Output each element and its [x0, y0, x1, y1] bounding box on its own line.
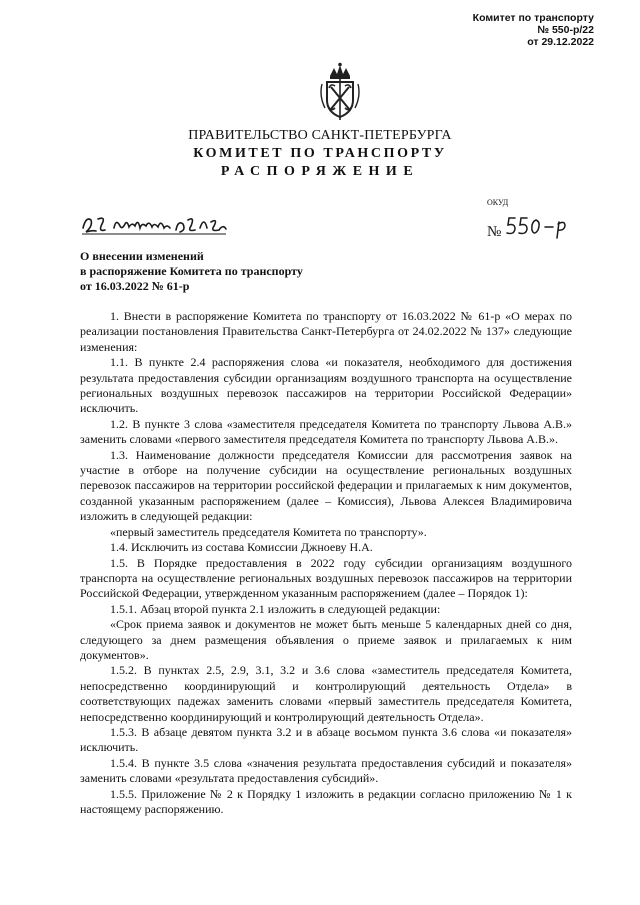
paragraph: «Срок приема заявок и документов не может быть меньше 5 календарных дней со дня, следующего за днем размещения объявления о приеме заявок и прилагаемых к ним документов». [80, 617, 572, 662]
handwritten-date [80, 210, 230, 238]
stamp-committee: Комитет по транспорту [472, 12, 594, 24]
subject-line: О внесении изменений [80, 249, 204, 263]
paragraph: 1.5.2. В пунктах 2.5, 2.9, 3.1, 3.2 и 3.6 слова «заместитель председателя Комитета, непосредственно координирующий и контролирующий деятельность Отдела» в соответствующих падежах заменить словами «первый заместитель председателя Комитета, непосредственно координирующий и контролирующий деятельность Отдела». [80, 663, 572, 724]
paragraph: 1.5.3. В абзаце девятом пункта 3.2 и в абзаце восьмом пункта 3.6 слова «и показателя» исключить. [80, 724, 572, 755]
handwritten-number [505, 212, 575, 240]
paragraph: 1.4. Исключить из состава Комиссии Джноеву Н.А. [110, 540, 373, 555]
registration-stamp [473, 12, 594, 48]
paragraph: «первый заместитель председателя Комитета по транспорту». [110, 524, 427, 539]
document-type: РАСПОРЯЖЕНИЕ [220, 164, 420, 179]
paragraph: 1.3. Наименование должности председателя Комиссии для рассмотрения заявок на участие в отборе на получение субсидии на осуществление региональных воздушных перевозок пассажиров на территории российской федерации и прилагаемых к ним документов, созданной указанным распоряжением (далее – Комиссия), Львова Алексея Владимировича изложить в следующей редакции: [80, 447, 572, 524]
handwritten-date-signature [80, 210, 230, 238]
subject-heading [80, 249, 303, 294]
document-body [80, 309, 572, 817]
okud-label: ОКУД [487, 198, 509, 207]
subject-line: от 16.03.2022 № 61-р [80, 279, 190, 293]
stamp-date: от 29.12.2022 [527, 36, 594, 48]
paragraph: 1.5.5. Приложение № 2 к Порядку 1 изложить в редакции согласно приложению № 1 к настоящему распоряжению. [80, 786, 572, 816]
paragraph: 1.5.4. В пункте 3.5 слова «значения результата предоставления субсидий и показателя» заменить словами «результата предоставления субсидий». [80, 755, 572, 786]
number-label: № [487, 224, 502, 240]
paragraph: 1. Внести в распоряжение Комитета по транспорту от 16.03.2022 № 61-р «О мерах по реализации постановления Правительства Санкт-Петербурга от 24.02.2022 № 137» следующие изменения: [80, 309, 572, 354]
stamp-number: № 550-р/22 [537, 24, 594, 36]
paragraph: 1.1. В пункте 2.4 распоряжения слова «и показателя, необходимого для достижения результата предоставления субсидии организациям воздушного транспорта на осуществление региональных воздушных перевозок пассажиров на территории Российской Федерации» исключить. [80, 355, 572, 416]
paragraph: 1.2. В пункте 3 слова «заместителя председателя Комитета по транспорту Львова А.В.» заменить словами «первого заместителя председателя Комитета по транспорту Львова А.В.». [80, 416, 572, 447]
subject-line: в распоряжение Комитета по транспорту [80, 264, 303, 278]
paragraph: 1.5.1. Абзац второй пункта 2.1 изложить в следующей редакции: [110, 601, 441, 616]
coat-of-arms-emblem-icon [318, 62, 362, 124]
government-title: ПРАВИТЕЛЬСТВО САНКТ-ПЕТЕРБУРГА [188, 128, 452, 143]
handwritten-number-signature [505, 212, 575, 240]
paragraph: 1.5. В Порядке предоставления в 2022 году субсидии организациям воздушного транспорта на осуществление региональных воздушных перевозок пассажиров на территории Российской Федерации, утвержденном указанным распоряжением (далее – Порядок 1): [80, 555, 572, 601]
committee-title: КОМИТЕТ ПО ТРАНСПОРТУ [193, 146, 447, 161]
